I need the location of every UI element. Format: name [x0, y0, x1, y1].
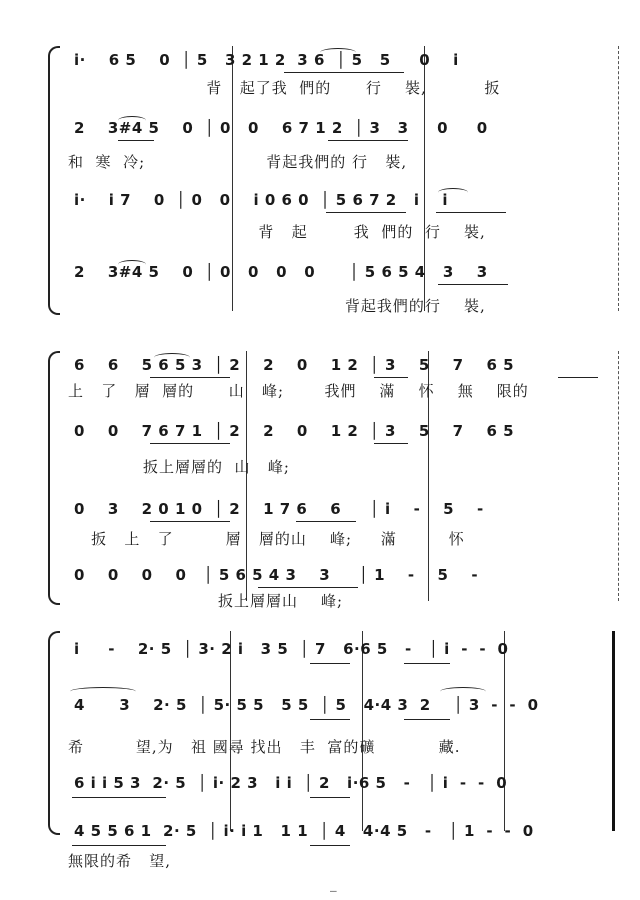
beam: [326, 212, 406, 213]
slur: [438, 188, 468, 197]
system-brace: [48, 46, 60, 315]
slur: [440, 687, 486, 696]
beam: [150, 521, 230, 522]
system-brace: [48, 351, 60, 605]
notes: i - 2· 5 │ 3· 2 i 3 5 │ 7 6·6 5 - │ i - - 0: [74, 640, 509, 658]
lyrics: 背 起了我 們的 行 裝, 扳: [68, 79, 501, 97]
barline-dashed: [618, 46, 619, 311]
notes: 0 3 2 0 1 0 │ 2 1 7 6 6 │ i - 5 -: [74, 500, 484, 518]
beam: [296, 521, 356, 522]
notes: 2 3#4 5 0 │ 0 0 6 7 1 2 │ 3 3 0 0: [74, 119, 488, 137]
beam: [438, 284, 508, 285]
beam: [436, 212, 506, 213]
notes: 0 0 0 0 │ 5 6 5 4 3 3 │ 1 - 5 -: [74, 566, 479, 584]
beam: [374, 443, 408, 444]
beam: [72, 845, 166, 846]
notes: 6 6 5 6 5 3 │ 2 2 0 1 2 │ 3 5 7 6 5: [74, 356, 515, 374]
barline: [230, 631, 231, 831]
beam: [558, 377, 598, 378]
system-3: [0, 625, 640, 880]
beam: [310, 719, 350, 720]
lyrics: 扳上層層山 峰;: [68, 592, 344, 610]
notes: 4 3 2· 5 │ 5· 5 5 5 5 │ 5 4·4 3 2 │ 3 - - 0: [74, 696, 539, 714]
beam: [310, 845, 350, 846]
lyrics: 希 望,为 祖 國尋 找出 丰 富的礦 藏.: [68, 738, 461, 756]
lyrics: 扳上層層的 山 峰;: [68, 458, 290, 476]
final-barline: [612, 631, 615, 831]
notes: 0 0 7 6 7 1 │ 2 2 0 1 2 │ 3 5 7 6 5: [74, 422, 515, 440]
lyrics: 背起我們的行 裝,: [68, 297, 486, 315]
lyrics: 和 寒 冷; 背起我們的 行 裝,: [68, 153, 408, 171]
slur: [118, 260, 146, 269]
beam: [404, 719, 450, 720]
barline-dashed: [618, 351, 619, 601]
system-2: [0, 345, 640, 615]
notes: 6 i i 5 3 2· 5 │ i· 2 3 i i │ 2 i·6 5 - │ i - - 0: [74, 774, 508, 792]
notes: 4 5 5 6 1 2· 5 │ i· i 1 1 1 │ 4 4·4 5 - │ 1 - - 0: [74, 822, 534, 840]
beam: [72, 797, 166, 798]
slur: [154, 353, 190, 362]
notes: i· i 7 0 │ 0 0 i 0 6 0 │ 5 6 7 2 i i: [74, 191, 449, 209]
beam: [150, 377, 230, 378]
lyrics: 上 了 層 層的 山 峰; 我們 滿 怀 無 限的: [68, 382, 529, 400]
beam: [328, 140, 408, 141]
notes: 2 3#4 5 0 │ 0 0 0 0 │ 5 6 5 4 3 3: [74, 263, 488, 281]
beam: [284, 72, 404, 73]
lyrics: 背 起 我 們的 行 裝,: [68, 223, 486, 241]
beam: [310, 797, 350, 798]
beam: [310, 663, 350, 664]
barline: [362, 631, 363, 831]
page-number: —: [330, 884, 337, 897]
slur: [320, 48, 356, 57]
slur: [70, 687, 136, 696]
beam: [404, 663, 450, 664]
system-brace: [48, 631, 60, 835]
slur: [118, 116, 146, 125]
barline: [504, 631, 505, 831]
beam: [258, 587, 358, 588]
notes: i· 6 5 0 │ 5 3 2 1 2 3 6 │ 5 5 0 i: [74, 51, 459, 69]
lyrics: 扳 上 了 層 層的山 峰; 滿 怀: [68, 530, 465, 548]
beam: [118, 140, 154, 141]
beam: [374, 377, 408, 378]
system-1: [0, 40, 640, 340]
lyrics: 無限的希 望,: [68, 852, 172, 870]
beam: [150, 443, 230, 444]
